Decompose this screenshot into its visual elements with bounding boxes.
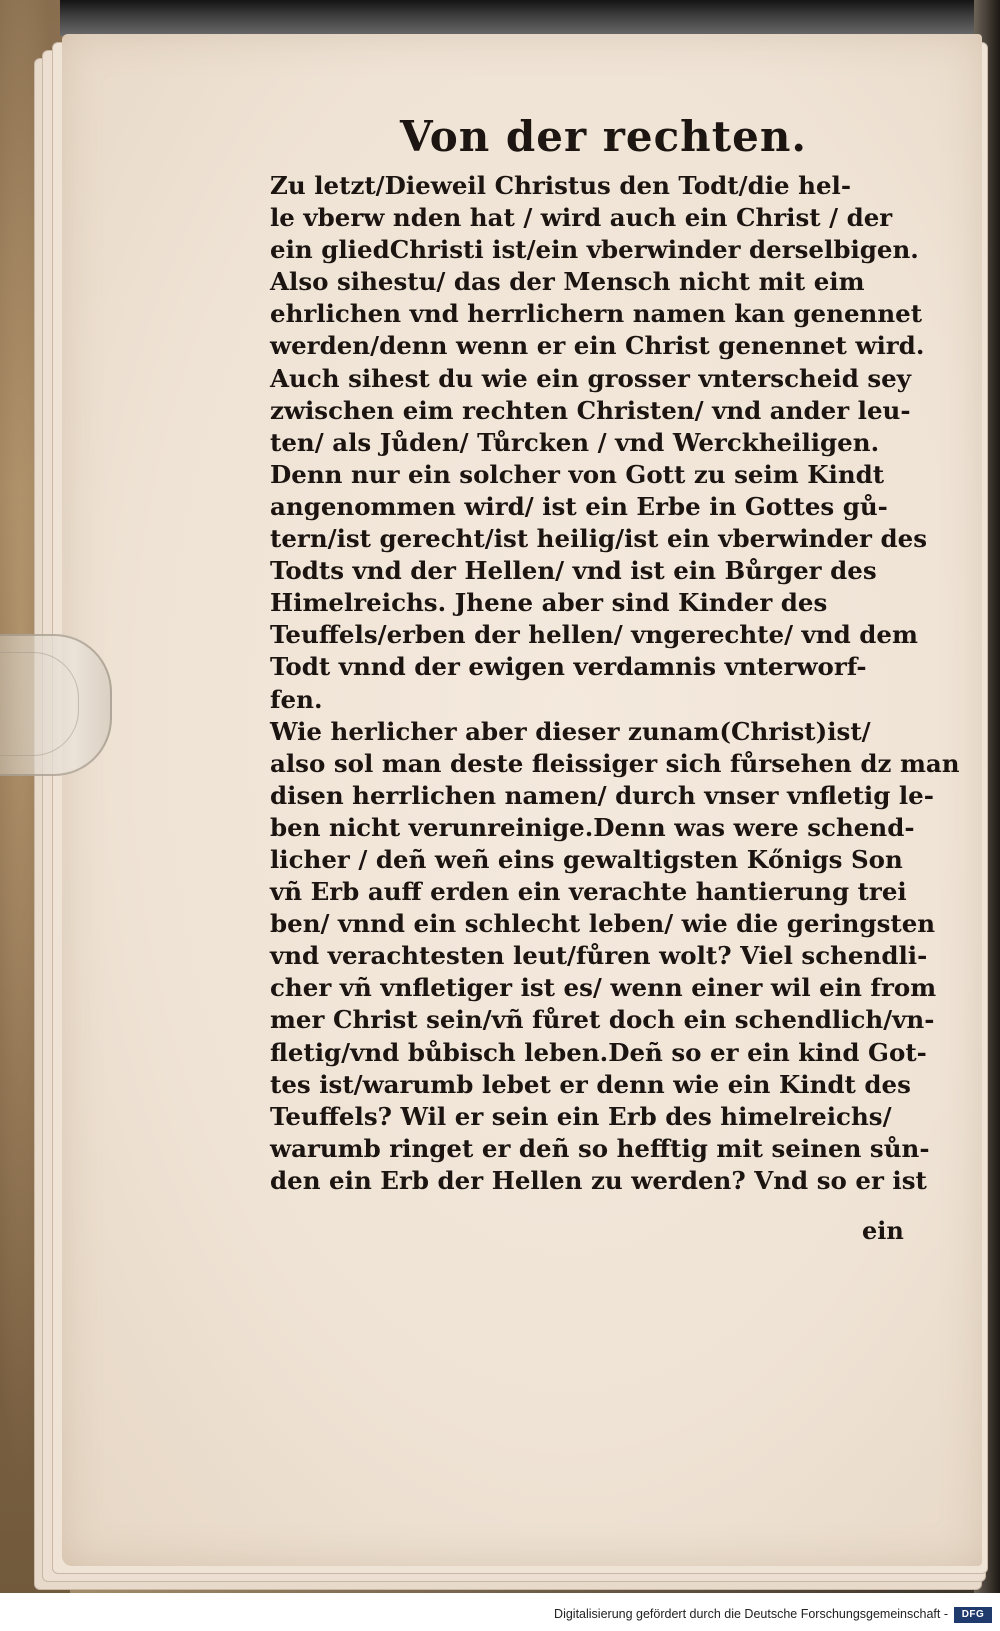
text-line: also sol man deste fleissiger sich fůrsehen dz man — [270, 748, 960, 778]
text-line: fletig/vnd bůbisch leben.Deñ so er ein kind Got- — [270, 1037, 927, 1067]
text-line: fen. — [270, 684, 323, 714]
catchword: ein — [862, 1216, 904, 1245]
text-line: Teuffels? Wil er sein ein Erb des himelreichs/ — [270, 1101, 892, 1131]
text-line: vñ Erb auff erden ein verachte hantierung trei — [270, 877, 907, 907]
text-line: den ein Erb der Hellen zu werden? Vnd so er ist — [270, 1165, 927, 1195]
page-clip — [0, 634, 112, 776]
text-line: licher / deñ weñ eins gewaltigsten Kőnigs Son — [270, 844, 903, 874]
text-line: Zu letzt/Dieweil Christus den Todt/die hel- — [270, 171, 852, 200]
text-line: ein gliedChristi ist/ein vberwinder derselbigen. — [270, 235, 919, 265]
footer-bar — [0, 1593, 1000, 1631]
running-head: Von der rechten. — [400, 112, 807, 161]
text-line: werden/denn wenn er ein Christ genennet wird. — [270, 331, 925, 361]
body-text — [270, 170, 960, 1197]
text-line: tern/ist gerecht/ist heilig/ist ein vberwinder des — [270, 524, 928, 554]
text-line: mer Christ sein/vñ fůret doch ein schendlich/vn- — [270, 1005, 935, 1035]
text-line: cher vñ vnfletiger ist es/ wenn einer wil ein from — [270, 973, 937, 1003]
text-line: warumb ringet er deñ so hefftig mit seinen sůn- — [270, 1133, 930, 1163]
text-line: zwischen eim rechten Christen/ vnd ander leu- — [270, 395, 911, 425]
text-line: Also sihestu/ das der Mensch nicht mit eim — [270, 267, 865, 297]
text-line: le vberw nden hat / wird auch ein Christ / der — [270, 203, 893, 233]
text-line: Wie herlicher aber dieser zunam(Christ)ist/ — [270, 716, 871, 746]
text-line: Todt vnnd der ewigen verdamnis vnterworf- — [270, 652, 867, 682]
text-line: vnd verachtesten leut/fůren wolt? Viel schendli- — [270, 941, 928, 971]
text-line: ehrlichen vnd herrlichern namen kan genennet — [270, 299, 923, 329]
text-line: Auch sihest du wie ein grosser vnterscheid sey — [270, 363, 911, 393]
dfg-logo-icon: DFG — [954, 1607, 992, 1623]
book-top-edge — [60, 0, 1000, 36]
digitization-credit: Digitalisierung gefördert durch die Deutsche Forschungsgemeinschaft - — [554, 1607, 948, 1621]
text-line: Denn nur ein solcher von Gott zu seim Kindt — [270, 459, 885, 489]
text-line: disen herrlichen namen/ durch vnser vnfletig le- — [270, 780, 934, 810]
text-line: Teuffels/erben der hellen/ vngerechte/ vnd dem — [270, 620, 918, 650]
text-line: ben/ vnnd ein schlecht leben/ wie die geringsten — [270, 909, 936, 939]
text-line: angenommen wird/ ist ein Erbe in Gottes gů- — [270, 491, 888, 521]
text-line: tes ist/warumb lebet er denn wie ein Kindt des — [270, 1069, 911, 1099]
text-line: Todts vnd der Hellen/ vnd ist ein Bůrger des — [270, 556, 877, 586]
page-clip-inner — [0, 652, 79, 756]
text-line: ben nicht verunreinige.Denn was were schend- — [270, 812, 915, 842]
text-line: ten/ als Jůden/ Tůrcken / vnd Werckheiligen. — [270, 427, 880, 457]
text-line: Himelreichs. Jhene aber sind Kinder des — [270, 588, 828, 618]
